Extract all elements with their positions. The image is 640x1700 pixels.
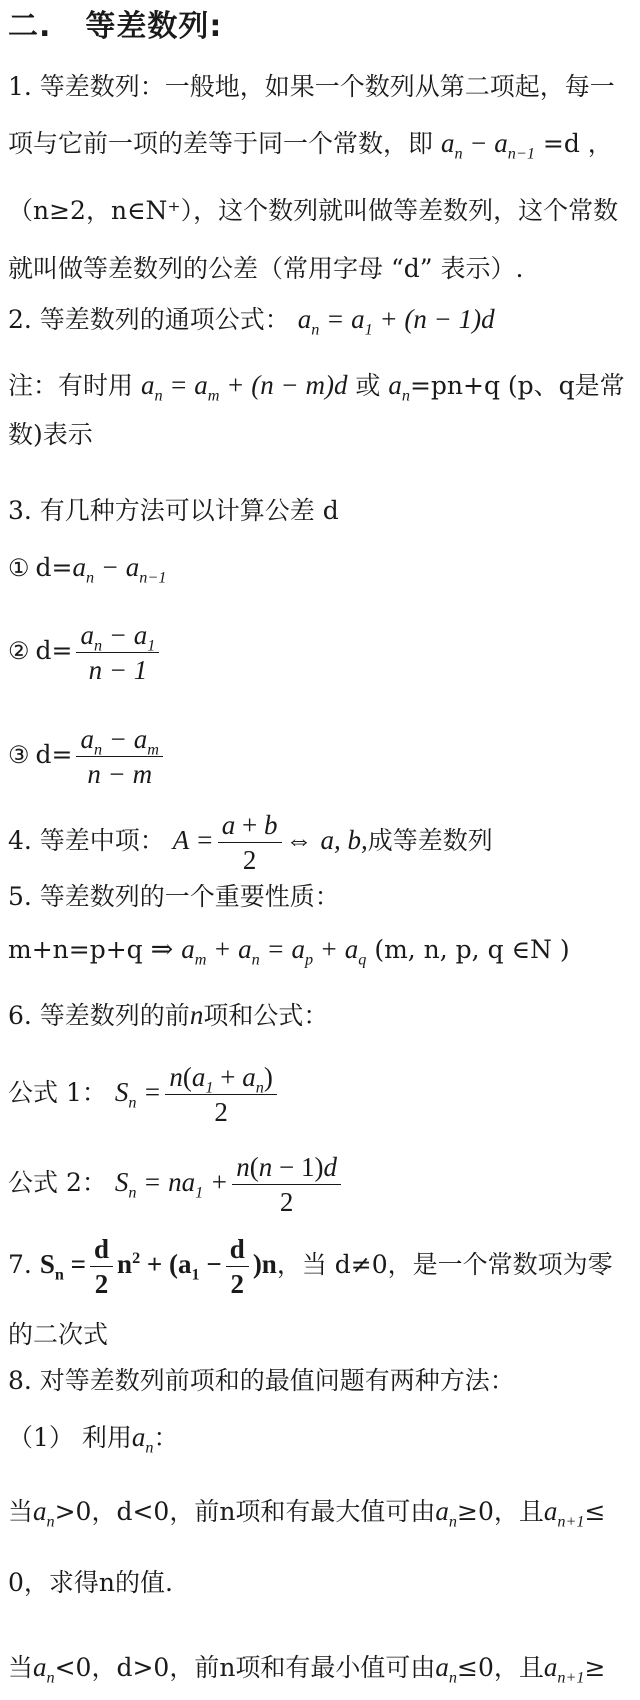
definition-text: 项与它前一项的差等于同一个常数，即 (8, 129, 434, 158)
property-line: m+n=p+q ⇒ $a_m + a_n = a_p + a_q$ (m, n, p, q ∈N ) (8, 934, 570, 969)
method-3-fraction: $\frac{a_n - a_m}{n - m}$ (76, 722, 163, 791)
property-domain: (m, n, p, q ∈N ) (374, 935, 570, 964)
general-term-label: 2. 等差数列的通项公式： (8, 305, 290, 334)
formula-2-label: 公式 2： (8, 1168, 107, 1197)
note-label: 注：有时用 (8, 371, 134, 400)
alt-general-formula: $a_n = a_m + (n - m)d$ (140, 370, 348, 405)
coefficient-fraction-2: $\frac{d}{2}$ (226, 1232, 249, 1301)
coefficient-fraction-1: $\frac{d}{2}$ (90, 1232, 113, 1301)
min-ge: ≥ (584, 1653, 606, 1682)
definition-line-4: 就叫做等差数列的公差（常用字母 “d” 表示）. (8, 254, 524, 283)
common-difference-heading: 3. 有几种方法可以计算公差 d (8, 496, 339, 525)
linear-form: =pn+q (p、q是常 (409, 371, 625, 400)
max-and: ≥0，且 (457, 1497, 544, 1526)
difference-equals-d: =d ， (542, 129, 613, 158)
method-2-label: d= (35, 636, 73, 665)
section-number: 二. (8, 9, 52, 44)
item-7-number: 7. (8, 1250, 32, 1279)
arithmetic-mean-label: 4. 等差中项： (8, 826, 165, 855)
section-heading (8, 10, 634, 44)
sum-heading-start: 6. 等差数列的前 (8, 1001, 190, 1030)
min-text: <0，d>0，前n项和有最小值可由 (54, 1653, 436, 1682)
min-when: 当 (8, 1653, 34, 1682)
max-when: 当 (8, 1497, 34, 1526)
formula-2-fraction: $\frac{n(n - 1)d}{2}$ (232, 1150, 341, 1219)
linear-term: $a_n$ (388, 370, 410, 405)
definition-line-2 (8, 126, 634, 161)
quadratic-form-line: 7. $S_n$ = $\frac{d}{2}$ $n^2 + (a_1$ − $\frac{d}{2}$ )n，当 d≠0，是一个常数项为零 (8, 1234, 613, 1299)
max-le: ≤ (584, 1497, 606, 1526)
difference-formula: $a_n - a_{n-1}$ (440, 128, 535, 163)
min-condition-line: 当$a_n<0$，d>0，前n项和有最小值可由$a_n\le 0$，且$a_{n+1}\ge$ (8, 1652, 606, 1687)
note-line-2: 数)表示 (8, 420, 93, 449)
method-1-formula: $a_n - a_{n-1}$ (72, 552, 167, 587)
section-title: 等差数列: (85, 9, 223, 44)
mean-A: A = (172, 825, 214, 855)
property-heading: 5. 等差数列的一个重要性质： (8, 882, 340, 911)
page-bottom-edge (0, 1686, 640, 1700)
property-formula: $a_m + a_n = a_p + a_q$ (181, 934, 367, 969)
property-condition: m+n=p+q (8, 935, 143, 964)
method-3-label: d= (35, 740, 73, 769)
sum-heading-end: 项和公式： (203, 1001, 329, 1030)
quadratic-note: ，当 d≠0，是一个常数项为零 (276, 1250, 613, 1279)
max-condition-line: 当$a_n>0$，d<0，前n项和有最大值可由$a_n\ge 0$，且$a_{n+1}\le$ (8, 1496, 606, 1531)
definition-line-3: （n≥2，n∈N⁺），这个数列就叫做等差数列，这个常数 (8, 196, 619, 225)
arithmetic-mean-line: 4. 等差中项： A = $\frac{a + b}{2}$ ⇔ a, b,成等差数列 (8, 810, 493, 875)
sum-formula-2: 公式 2： $S_n = na_1$ + $\frac{n(n - 1)d}{2}$ (8, 1150, 634, 1219)
min-and: ≤0，且 (457, 1653, 544, 1682)
extremum-heading: 8. 对等差数列前项和的最值问题有两种方法： (8, 1366, 515, 1395)
max-condition-line-2: 0，求得n的值. (8, 1568, 173, 1597)
method-using-an: （1） 利用$a_n$： (8, 1422, 179, 1457)
note-line (8, 368, 634, 403)
mean-tail: 成等差数列 (367, 826, 493, 855)
circle-number-3: ③ (8, 741, 30, 769)
general-term-formula: $a_n = a_1 + (n - 1)d$ (297, 304, 495, 339)
quadratic-form-line-2: 的二次式 (8, 1320, 109, 1349)
circle-number-1: ① (8, 554, 30, 582)
method-2-fraction: $\frac{a_n - a_1}{n - 1}$ (76, 618, 159, 687)
circle-number-2: ② (8, 637, 30, 665)
sum-formula-1: 公式 1： $S_n$ = $\frac{n(a_1 + a_n)}{2}$ (8, 1060, 634, 1129)
sum-heading-n: n (189, 1000, 204, 1030)
general-term-line (8, 302, 634, 337)
mean-fraction: $\frac{a + b}{2}$ (218, 808, 282, 877)
sum-heading (8, 998, 634, 1033)
note-or: 或 (355, 371, 381, 400)
max-text: >0，d<0，前n项和有最大值可由 (54, 1497, 436, 1526)
formula-1-fraction: $\frac{n(a_1 + a_n)}{2}$ (165, 1060, 276, 1129)
definition-line-1: 1. 等差数列：一般地，如果一个数列从第二项起，每一 (8, 72, 615, 101)
method-1-label: d= (35, 553, 73, 582)
method-3 (8, 722, 634, 791)
formula-1-label: 公式 1： (8, 1078, 107, 1107)
method-using-label: （1） 利用 (8, 1423, 132, 1452)
method-2 (8, 618, 634, 687)
method-using-colon: ： (153, 1423, 179, 1452)
method-1 (8, 550, 634, 585)
